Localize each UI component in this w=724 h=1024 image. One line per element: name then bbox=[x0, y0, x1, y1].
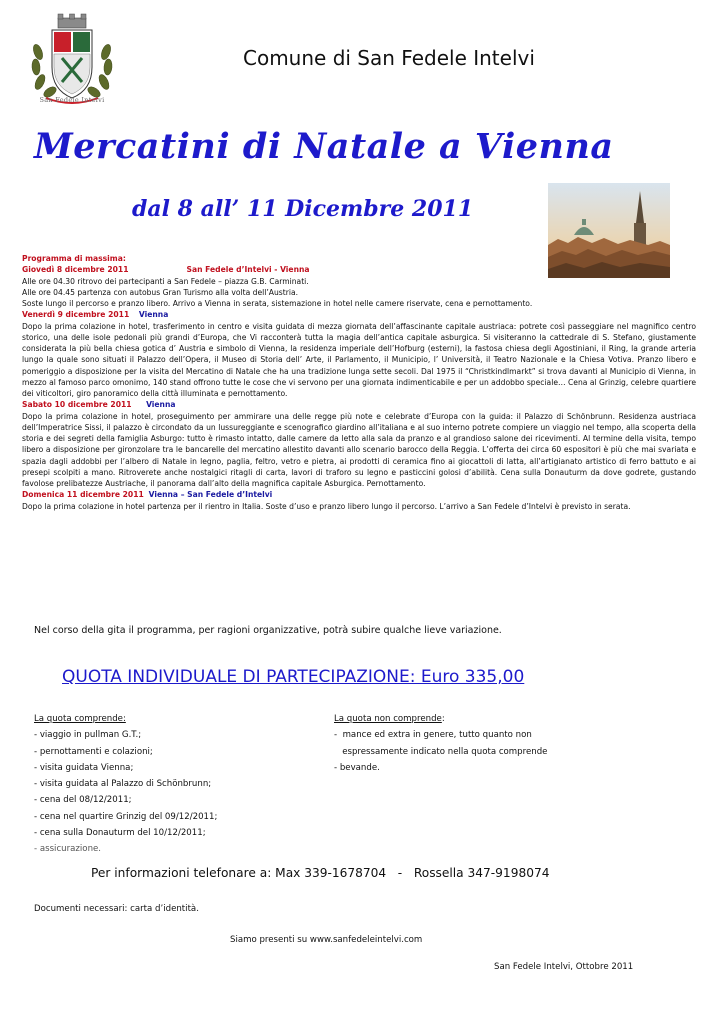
program-note: Nel corso della gita il programma, per ragioni organizzative, potrà subire qualche lieve variazione. bbox=[34, 625, 502, 636]
day2-date: Venerdì 9 dicembre 2011 bbox=[22, 310, 130, 320]
list-item: - bevande. bbox=[334, 762, 380, 773]
excludes-list bbox=[334, 711, 624, 776]
day3-text: Dopo la prima colazione in hotel, proseguimento per ammirare una delle regge più note e celebrate d’Europa con la guida: il Palazzo di Schönbrunn. Residenza austriaca dell’Imperatrice Sissi, il palazzo è circondato da un lussureggiante e scenografico giardino all’italiana e al suo interno potrete compiere un viaggio nel tempo, alla scoperta della storia e dei segreti della famiglia Asburgo: tutto è rimasto intatto, dalle camere da letto alla sala da pranzo e al grandioso salone dei ricevimenti. Al termine della visita, tempo libero a disposizione per gironzolare tra le bancarelle del mercatino allestito davanti allo scenario barocco della Reggia. L’offerta dei circa 60 espositori è più che mai svariata e spazia dagli addobbi per l’albero di Natale in legno, paglia, feltro, vetro e pietra, ai prodotti di ceramica fino ai giocattoli di latta, all’artigianato artistico di ferro battuto e ai presepi scolpiti a mano. Ritroverete anche nostalgici ritagli di carta, lavori di traforo su legno e pasticcini golosi d’abilità. Cena sulla Donauturm da dove godrete, gustando favolose prelibatezze Austriache, il panorama dall’alto della magnifica capitale Asburgica. Pernottamento. bbox=[22, 411, 696, 488]
list-item: - visita guidata al Palazzo di Schönbrunn; bbox=[34, 779, 212, 790]
list-item: espressamente indicato nella quota comprende bbox=[334, 746, 548, 757]
list-item: - visita guidata Vienna; bbox=[34, 762, 134, 773]
includes-title: La quota comprende: bbox=[34, 714, 126, 724]
list-item: - assicurazione. bbox=[34, 844, 102, 855]
excludes-title: La quota non comprende bbox=[334, 714, 442, 724]
day1-route: San Fedele d’Intelvi - Vienna bbox=[186, 265, 310, 275]
list-item: - cena del 08/12/2011; bbox=[34, 795, 132, 806]
excludes-title-colon: : bbox=[441, 714, 445, 724]
day2-route: Vienna bbox=[138, 310, 169, 320]
list-item: - cena sulla Donauturm del 10/12/2011; bbox=[34, 828, 206, 839]
list-item: - pernottamenti e colazioni; bbox=[34, 746, 153, 757]
day1-line: Alle ore 04.30 ritrovo dei partecipanti a San Fedele – piazza G.B. Carminati. bbox=[22, 276, 309, 286]
list-item: - mance ed extra in genere, tutto quanto non bbox=[334, 730, 532, 741]
includes-list bbox=[34, 711, 324, 858]
day1-date: Giovedì 8 dicembre 2011 bbox=[22, 265, 129, 275]
municipality-name: Comune di San Fedele Intelvi bbox=[243, 46, 535, 70]
price-heading: QUOTA INDIVIDUALE DI PARTECIPAZIONE: Euro 335,00 bbox=[62, 667, 525, 687]
website-note: Siamo presenti su www.sanfedeleintelvi.com bbox=[230, 935, 423, 945]
signature-date: San Fedele Intelvi, Ottobre 2011 bbox=[494, 962, 634, 972]
documents-note: Documenti necessari: carta d’identità. bbox=[34, 904, 199, 914]
day1-line: Alle ore 04.45 partenza con autobus Gran Turismo alla volta dell’Austria. bbox=[22, 287, 299, 297]
day1-line: Soste lungo il percorso e pranzo libero. Arrivo a Vienna in serata, sistemazione in hotel nelle camere riservate, cena e pernottamento. bbox=[22, 299, 533, 308]
list-item: - viaggio in pullman G.T.; bbox=[34, 730, 142, 741]
day4-text: Dopo la prima colazione in hotel partenza per il rientro in Italia. Soste d’uso e pranzo libero lungo il percorso. L’arrivo a San Fedele d’Intelvi è previsto in serata. bbox=[22, 501, 631, 511]
page-title: Mercatini di Natale a Vienna bbox=[34, 126, 614, 167]
day3-route: Vienna bbox=[146, 400, 176, 410]
day4-date: Domenica 11 dicembre 2011 bbox=[22, 490, 144, 500]
day2-text: Dopo la prima colazione in hotel, trasferimento in centro e visita guidata di mezza giornata dell’affascinante capitale austriaca: potrete così passeggiare nel magnifico centro storico, una delle isole pedonali più grandi d’Europa, che Vi racconterà tutta la magia dell’antica capitale asburgica. Si visiteranno la cattedrale di S. Stefano, giustamente considerata la più bella chiesa gotica d’ Austria e simbolo di Vienna, la residenza imperiale dell’Hofburg (esterni), la fastosa chiesa degli Agostiniani, il Ring, la grande arteria lungo la quale sono situati il Palazzo dell’Opera, il Museo di Storia dell’ Arte, il Parlamento, il Municipio, l’ Università, il Teatro Nazionale e la Chiesa Votiva. Pranzo libero e pomeriggio a disposizione per la visita del Mercatino di Natale che ha una tradizione lunga sette secoli. Dal 1975 il “Christkindlmarkt” si trova davanti al Municipio di Vienna, in mezzo al famoso parco omonimo, 140 stand offrono tutte le cose che vi servono per una giornata indimenticabile e per un addobbo speciale… Cena al Grinzig, celebre quartiere dei viticoltori, giro panoramico della città illuminata e pernottamento. bbox=[22, 321, 696, 398]
contact-info: Per informazioni telefonare a: Max 339-1678704 - Rossella 347-9198074 bbox=[91, 866, 550, 880]
day4-route: Vienna – San Fedele d’Intelvi bbox=[148, 490, 273, 500]
trip-dates: dal 8 all’ 11 Dicembre 2011 bbox=[132, 196, 474, 222]
program-section bbox=[22, 253, 696, 512]
crest-caption: San Fedele Intelvi bbox=[39, 96, 105, 104]
day3-date: Sabato 10 dicembre 2011 bbox=[22, 400, 132, 410]
program-heading: Programma di massima: bbox=[22, 254, 126, 263]
list-item: - cena nel quartire Grinzig del 09/12/2011; bbox=[34, 811, 218, 822]
